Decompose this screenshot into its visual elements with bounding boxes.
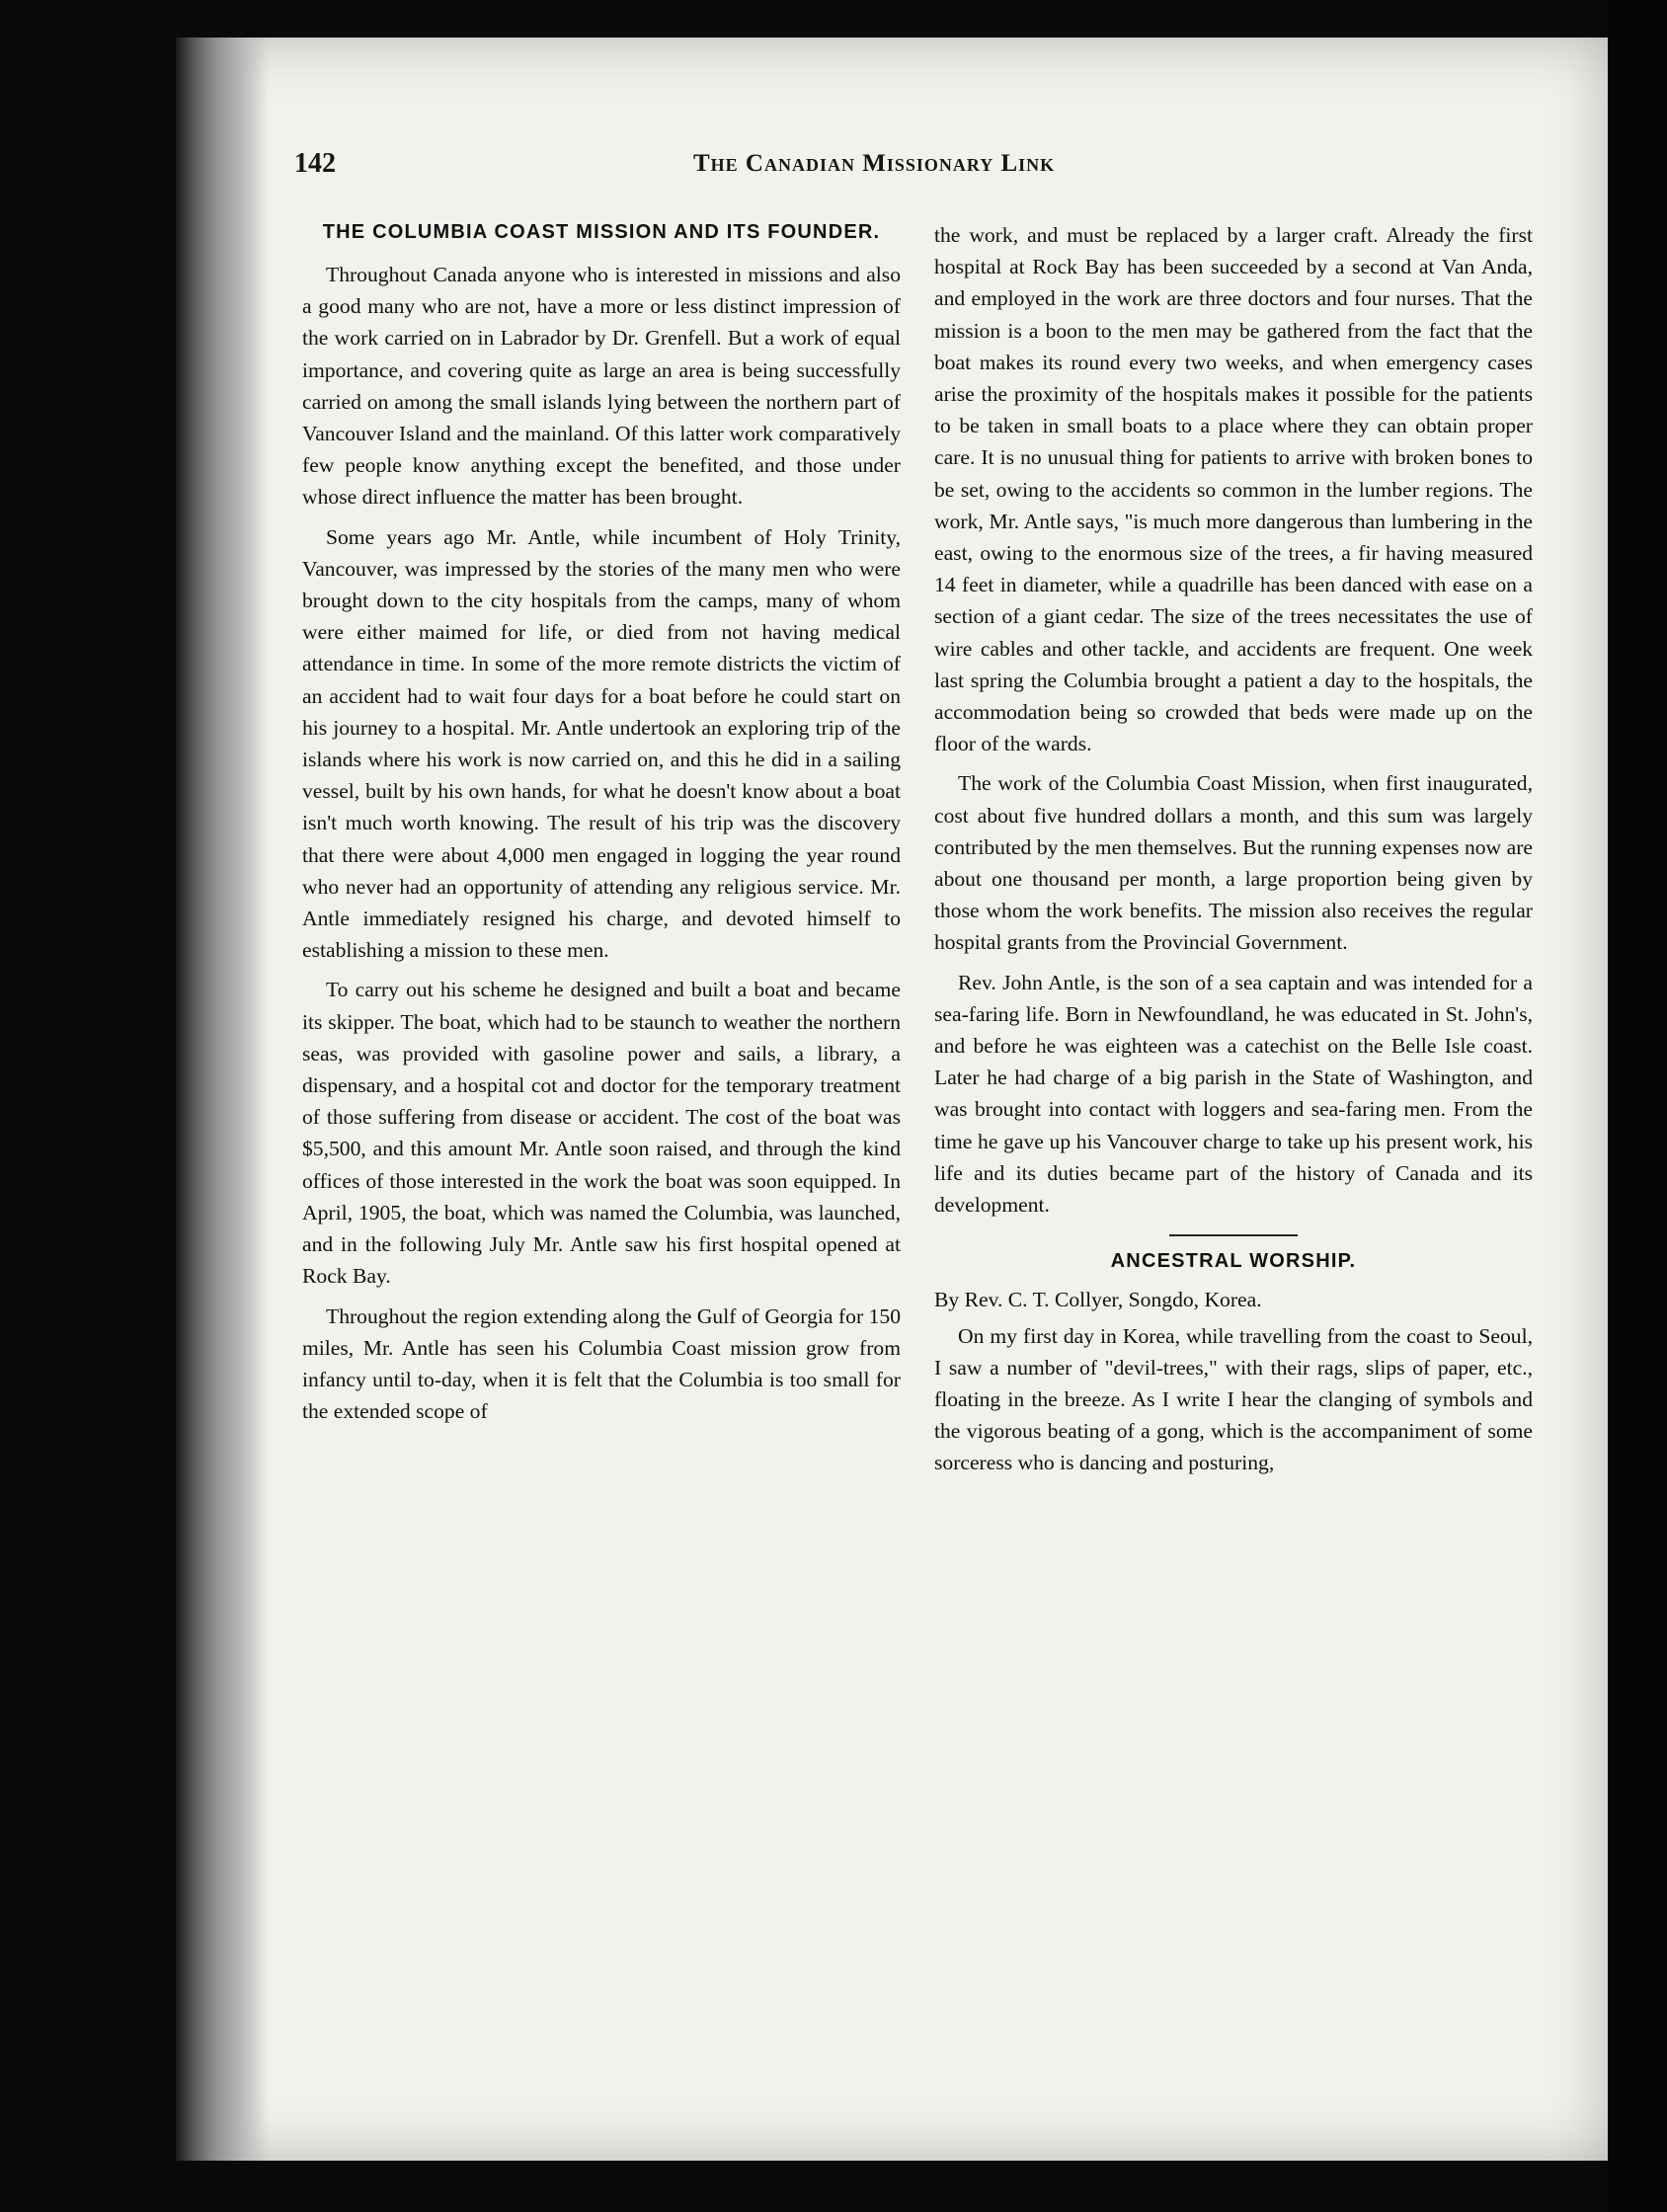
article-paragraph: On my first day in Korea, while travelling from the coast to Seoul, I saw a number of "devil-trees," with their rags, slips of paper, etc., floating in the breeze. As I write I hear the clanging of symbols and the vigorous beating of a gong, which is the accompaniment of some sorceress who is dancing and posturing, — [934, 1323, 1533, 1475]
article-title-ancestral-worship: ANCESTRAL WORSHIP. — [1110, 1250, 1357, 1273]
journal-title: The Canadian Missionary Link — [693, 150, 1056, 177]
page-number: 142 — [294, 148, 336, 179]
article-paragraph: Some years ago Mr. Antle, while incumbent of Holy Trinity, Vancouver, was impressed by the stories of the many men who were brought down to the city hospitals from the camps, many of whom were either maimed for life, or died from not having medical attendance in time. In some of the more remote districts the victim of an accident had to wait four days for a boat before he could start on his journey to a hospital. Mr. Antle undertook an exploring trip of the islands where his work is now carried on, and this he did in a sailing vessel, built by his own hands, for what he doesn't know about a boat isn't much worth knowing. The result of his trip was the discovery that there were about 4,000 men engaged in logging the year round who never had an opportunity of attending any religious service. Mr. Antle immediately resigned his charge, and devoted himself to establishing a mission to these men. — [302, 524, 901, 963]
article-paragraph: Rev. John Antle, is the son of a sea captain and was intended for a sea-faring life. Born in Newfoundland, he was educated in St. John's, and before he was eighteen was a catechist on the Belle Isle coast. Later he had charge of a big parish in the State of Washington, and was brought into contact with loggers and sea-faring men. From the time he gave up his Vancouver charge to take up his present work, his life and its duties became part of the history of Canada and its development. — [934, 970, 1533, 1218]
article-byline: By Rev. C. T. Collyer, Songdo, Korea. — [934, 1288, 1262, 1312]
article-title-columbia-mission: THE COLUMBIA COAST MISSION AND ITS FOUNDER. — [322, 221, 881, 243]
left-column — [302, 219, 901, 1435]
article-paragraph: Throughout Canada anyone who is interested in missions and also a good many who are not, have a more or less distinct impression of the work carried on in Labrador by Dr. Grenfell. But a work of equal importance, and covering quite as large an area is being successfully carried on among the small islands lying between the northern part of Vancouver Island and the mainland. Of this latter work comparatively few people know anything except the benefited, and those under whose direct influence the matter has been brought. — [302, 263, 901, 510]
article-paragraph-continued: the work, and must be replaced by a larger craft. Already the first hospital at Rock Bay has been succeeded by a second at Van Anda, and employed in the work are three doctors and four nurses. That the mission is a boon to the men may be gathered from the fact that the boat makes its round every two weeks, and when emergency cases arise the proximity of the hospitals makes it possible for the patients to be taken in small boats to a place where they can obtain proper care. It is no unusual thing for patients to arrive with broken bones to be set, owing to the accidents so common in the lumber regions. The work, Mr. Antle says, "is much more dangerous than lumbering in the east, owing to the enormous size of the trees, a fir having measured 14 feet in diameter, while a quadrille has been danced with ease on a section of a giant cedar. The size of the trees necessitates the use of wire cables and other tackle, and accidents are frequent. One week last spring the Columbia brought a patient a day to the hospitals, the accommodation being so crowded that beds were made up on the floor of the wards. — [934, 223, 1533, 756]
right-column — [934, 219, 1533, 1487]
scan-right-edge — [1608, 0, 1667, 2212]
page-gutter-shadow — [176, 38, 270, 2161]
section-divider — [1169, 1234, 1298, 1236]
article-paragraph: Throughout the region extending along the Gulf of Georgia for 150 miles, Mr. Antle has seen his Columbia Coast mission grow from infancy until to-day, when it is felt that the Columbia is too small for the extended scope of — [302, 1304, 901, 1424]
article-paragraph: The work of the Columbia Coast Mission, when first inaugurated, cost about five hundred dollars a month, and this sum was largely contributed by the men themselves. But the running expenses now are about one thousand per month, a large proportion being given by those whom the work benefits. The mission also receives the regular hospital grants from the Provincial Government. — [934, 771, 1533, 955]
article-paragraph: To carry out his scheme he designed and built a boat and became its skipper. The boat, which had to be staunch to weather the northern seas, was provided with gasoline power and sails, a library, a dispensary, and a hospital cot and doctor for the temporary treatment of those suffering from disease or accident. The cost of the boat was $5,500, and this amount Mr. Antle soon raised, and through the kind offices of those interested in the work the boat was soon equipped. In April, 1905, the boat, which was named the Columbia, was launched, and in the following July Mr. Antle saw his first hospital opened at Rock Bay. — [302, 978, 901, 1289]
running-head — [294, 148, 1282, 188]
